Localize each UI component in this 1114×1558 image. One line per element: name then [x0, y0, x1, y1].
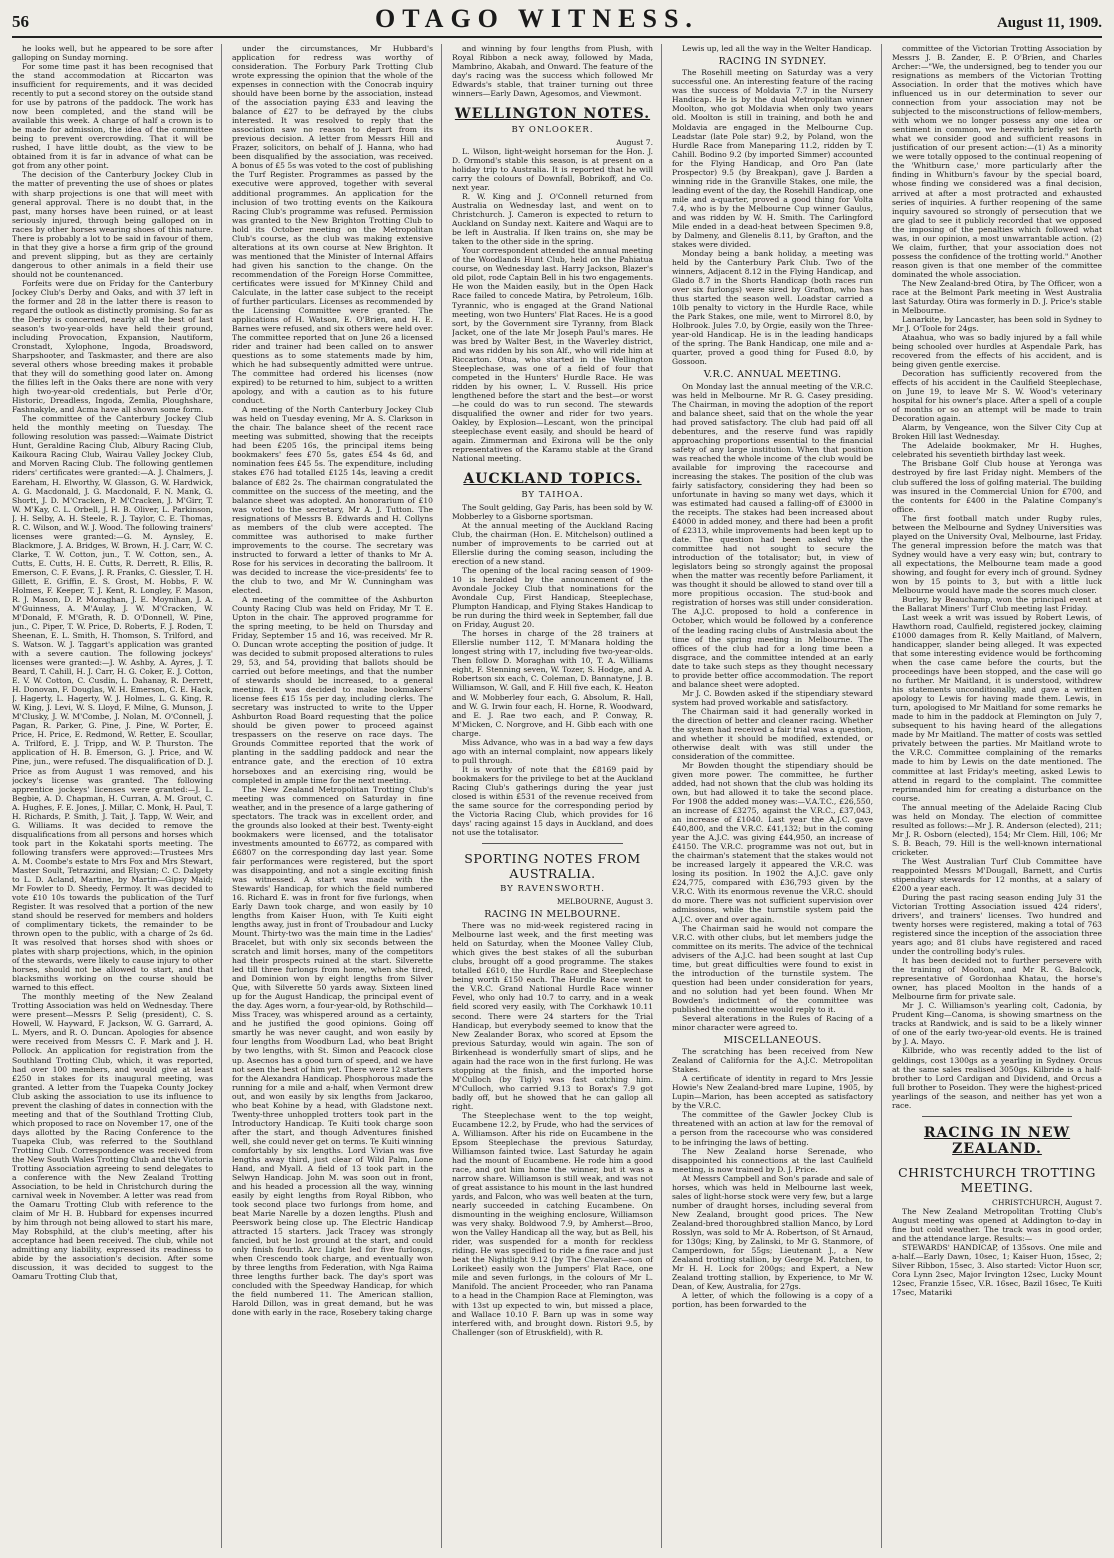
subheading: V.R.C. ANNUAL MEETING. [703, 369, 842, 381]
newspaper-title: OTAGO WITNESS. [375, 4, 699, 33]
dateline: MELBOURNE, August 3. [556, 896, 653, 906]
paragraph: The annual meeting of the Adelaide Racing Club was held on Monday. The election of committee resulted as follows:—Mr J. R. Anderson (elected), 211; Mr J. R. Osborn (elected), 154; Mr Clem. Hill, 106; Mr S. B. Beach, 79. Hill is the well-known international cricketer. [892, 802, 1102, 857]
paragraph: committee of the Victorian Trotting Association by Messrs J. B. Zander, E. P. O'Brien, and Charles Archer:—"We, the undersigned, beg to tender you our resignations as members of the Victorian Trotting Association. In order that the motives which have influenced us in our determination to sever our connection from your association may not be subjected to the misconstructions of fellow-members, with whom we no longer possess any one idea or sentiment in common, we herewith briefly set forth what we consider good and sufficient reasons in justification of our present action:—(1) As a minority we were totally opposed to the continual reopening of the 'Whitburn case,' more particularly after the finding in Whitburn's favour by the special board, whose finding we considered was a final decision, arrived at after a most protracted and exhausted series of inquiries. A further reopening of the same inquiry savoured so strongly of persecution that we are glad to see it publicly recorded that we opposed the imposing of the penalties which followed what was, in our opinion, a most unwarrantable action. (2) We claim, further, that your association does not possess the confidence of the trotting world." Another reason given is that one member of the committee dominated the whole association. [892, 44, 1102, 279]
masthead [12, 4, 1102, 38]
paragraph: A certificate of identity in regard to Mrs Jessie Howie's New Zealand-bred mare Lupine, 1905, by Lupin—Marion, has been accepted as satisfactory by the V.R.C. [672, 1074, 873, 1111]
issue-date: August 11, 1909. [996, 15, 1102, 31]
paragraph: At the annual meeting of the Auckland Racing Club, the chairman (Hon. E. Mitchelson) outlined a number of improvements to be carried out at Ellerslie during the coming season, including the erection of a new stand. [452, 520, 653, 567]
paragraph: and winning by four lengths from Plush, with Royal Ribbon a neck away, followed by Mada, Mambrino, Akabah, and Onward. The feature of the day's racing was the success which followed Mr Edwards's stable, that trainer turning out three winners—Early Dawn, Agesomos, and Viewmont. [452, 44, 653, 99]
paragraph: Kilbride, who was recently added to the list of geldings, cost 1300gs as a yearling in Sydney. Orcus at the same sales realised 3050gs. Kilbride is a half-brother to Lord Cardigan and Dividend, and Orcus a full brother to Poseidon. They were the highest-priced yearlings of the season, and neither has yet won a race. [892, 1046, 1102, 1110]
paragraph: The scratching has been received from New Zealand of California for the A.J.C. Metropolitan Stakes. [672, 1047, 873, 1075]
byline: BY RAVENSWORTH. [500, 883, 605, 894]
paragraph: On Monday last the annual meeting of the V.R.C. was held in Melbourne. Mr R. G. Casey presiding. The Chairman, in moving the adoption of the report and balance sheet, said that on the whole the year had proved satisfactory. The club had paid off all debentures, and the reserve fund was rapidly approaching proportions essential to the financial safety of any large institution. When that position was reached the whole income of the club would be available for improving the racecourse and increasing the stakes. The position of the club was fairly satisfactory, considering they had been so unfortunate in having so many wet days, which it was estimated had caused a falling-off of £3000 in the receipts. The stakes had been increased about £4000 in added money, and there had been a profit of £2313, while improvements had been kept up to date. The question had been asked why the committee had not sought to secure the introduction of the totalisator; but, in view of legislators being so strongly against the proposal when the matter was recently before Parliament, it was thought it should be allowed to stand over till a more propitious occasion. The stud-book and registration of horses was still under consideration. The A.J.C. proposed to hold a conference in October, which would be followed by a conference of the leading racing clubs of Australasia about the time of the spring meeting in Melbourne. The offices of the club had for a long time been a disgrace, and the committee intended at an early date to take such steps as they thought necessary to provide better office accommodation. The report and balance sheet were adopted. [672, 381, 873, 689]
paragraph: L. Wilson, light-weight horseman for the Hon. J. D. Ormond's stable this season, is at present on a holiday trip to Australia. It is reported that he will carry the colours of Downfall, Bobrikoff, and Co. next year. [452, 146, 653, 193]
paragraph: The committee of the Gawler Jockey Club is threatened with an action at law for the removal of a person from the racecourse who was considered to be infringing the laws of betting. [672, 1110, 873, 1147]
paragraph: At Messrs Campbell and Son's parade and sale of horses, which was held in Melbourne last week, sales of light-horse stock were very few, but a large number of draught horses, including several from New Zealand, brought good prices. The New Zealand-bred thoroughbred stallion Manco, by Lord Rosslyn, was sold to Mr A. Robertson, of St Arnaud, for 130gs; King, by Zalinski, to Mr G. Stanmore, of Camperdown, for 55gs; Lieutenant J., a New Zealand trotting stallion, by George M. Patchen, to Mr H. H. Lock for 200gs; and Expert, a New Zealand trotting stallion, by Experience, to Mr W. Dean, of Kew, Australia, for 27gs. [672, 1173, 873, 1292]
article-columns [12, 44, 1102, 1548]
paragraph: The New Zealand Metropolitan Trotting Club's August meeting was opened at Addington to-day in fine but cold weather. The track was in good order, and the attendance large. Results:— [892, 1206, 1102, 1243]
paragraph: The West Australian Turf Club Committee have reappointed Messrs M'Dougall, Barnett, and Curtis stipendiary stewards for 12 months, at a salary of £200 a year each. [892, 856, 1102, 893]
paragraph: The Soult gelding, Gay Paris, has been sold by W. Mobberley to a Gisborne sportsman. [452, 502, 653, 521]
column-4 [672, 44, 882, 1548]
column-1 [12, 44, 222, 1548]
paragraph: The opening of the local racing season of 1909-10 is heralded by the announcement of the Avondale Jockey Club that nominations for the Avondale Cup, First Handicap, Steeplechase, Plumpton Handicap, and Flying Stakes Handicap to be run during the third week in September, fall due on Friday, August 20. [452, 566, 653, 630]
paragraph: There was no mid-week registered racing in Melbourne last week, and the first meeting was held on Saturday, when the Moonee Valley Club, which gives the best stakes of all the suburban clubs, brought off a good programme. The stakes totalled £610, the Hurdle Race and Steeplechase being worth £150 each. The Hurdle Race went to the V.R.C. Grand National Hurdle Race winner Fevel, who only had 10.7 to carry, and in a weak field scored very easily, with The Corkhawk 10.11 second. There were 24 starters for the Trial Handicap, but everybody seemed to know that the New Zealander Borax, who scored at Epsom the previous Saturday, would win again. The son of Birkenhead is wonderfully smart of slips, and he again had the race won in the first furlong. He was stopping at the finish, and the imported horse M'Culloch (by Tigly) was fast catching him. M'Culloch, who carried 9.13 to Borax's 7.9 got badly off, but he showed that he can gallop all right. [452, 921, 653, 1111]
paragraph: Mr J. C. Bowden asked if the stipendiary steward system had proved workable and satisfactory. [672, 688, 873, 707]
paragraph: For some time past it has been recognised that the stand accommodation at Riccarton was insufficient for requirements, and it was decided recently to put a second storey on the outside stand for use by patrons of the paddock. The work has now been completed, and the stand will be available this week. A charge of half a crown is to be made for admission, the idea of the committee being to prevent overcrowding. That it will be rushed, I have little doubt, as the view to be obtained from it is far in advance of what can be got from any other point. [12, 62, 213, 171]
column-5 [892, 44, 1102, 1548]
byline: BY ONLOOKER. [511, 124, 594, 135]
paragraph: Forfeits were due on Friday for the Canterbury Jockey Club's Derby and Oaks, and with 37 left in the former and 28 in the latter there is reason to regard the outlook as distinctly promising. So far as the Derby is concerned, nearly all the best of last season's two-year-olds have held their ground, including Provocation, Expansion, Nautiform, Cronstadt, Xylophone, Ingoda, Broadsword, Sharpshooter, and Taskmaster, and there are also several others whose breeding makes it probable that they will do something good later on. Among the fillies left in the Oaks there are none with very high two-year-old credentials, but Perle d'Or, Historic, Dreadless, Ingoda, Zemlia, Ploughshare, Fashnakyle, and Acma have all shown some form. [12, 278, 213, 415]
paragraph: The Chairman said he would not compare the V.R.C. with other clubs, but let members judge the committee on its merits. The advice of the technical advisers of the A.J.C. had been sought at last Cup time, but great difficulties were found to exist in the introduction of the turnstile system. The question had been under consideration for years, and no solution had yet been found. When Mr Bowden's indictment of the committee was published the committee would reply to it. [672, 923, 873, 1014]
column-3 [452, 44, 662, 1548]
paragraph: Your correspondent attended the annual meeting of the Woodlands Hunt Club, held on the Pahiatua course, on Wednesday last. Harry Jackson, Blazer's old pilot, rode Captain Bell in his two engagements. He won the Maiden easily, but in the Open Hack Race failed to concede Matira, by Petroleum, 16lb. Tyrannic, who is engaged at the Grand National meeting, won two Hunters' Flat Races. He is a good sort, by the Government sire Tyranny, from Black Jacket, one of the late Mr Joseph Paul's mares. He was bred by Walter Best, in the Waverley district, and was ridden by his son Alf., who will ride him at Riccarton. Otua, who started in the Wellington Steeplechase, was one of a field of four that competed in the Hunters' Hurdle Race. He was ridden by his owner, L. V. Russell. His price lengthened before the start and the best—or worst—he could do was to run second. The stewards disqualified the owner and rider for two years. Oakley, by Explosion—Lescant, won the principal steeplechase event easily, and should be heard of again. Zimmerman and Exirona will be the only representatives of the Karamu stable at the Grand National meeting. [452, 246, 653, 464]
paragraph: A meeting of the committee of the Ashburton County Racing Club was held on Friday, Mr T. E. Upton in the chair. The approved programme for the spring meeting, to be held on Thursday and Friday, September 15 and 16, was received. Mr R. O. Duncan wrote accepting the position of judge. It was decided to submit proposed alterations to rules 29, 53, and 54, providing that ballots should be carried out before meetings, and that the number of stewards should be increased, to a general meeting. It was decided to make bookmakers' license fees £15 15s per day, including clerks. The secretary was instructed to write to the Upper Ashburton Road Board requesting that the police should be given power to proceed against trespassers on the reserve on race days. The Grounds Committee reported that the work of planting in the saddling paddock and near the entrance gate, and the erection of 10 extra horseboxes and an exercising ring, would be completed in ample time for the next meeting. [232, 594, 433, 785]
divider [482, 843, 623, 844]
subheading: RACING IN MELBOURNE. [484, 908, 621, 920]
paragraph: A letter, of which the following is a copy of a portion, has been forwarded to the [672, 1291, 873, 1310]
paragraph: R. W. King and J. O'Connell returned from Australia on Wednesday last, and went on to Christchurch. J. Cameron is expected to return to Auckland on Sunday next. Kaitere and Waqui are to be left in Australia. If Iken trains on, she may be taken to the other side in the spring. [452, 192, 653, 247]
subheading: MISCELLANEOUS. [723, 1034, 822, 1046]
paragraph: A meeting of the North Canterbury Jockey Club was held on Tuesday evening, Mr A. S. Clarkson in the chair. The balance sheet of the recent race meeting was submitted, showing that the receipts had been £205 16s, the principal items being bookmakers' fees £70 5s, gates £54 4s 6d, and nomination fees £45 5s. The expenditure, including stakes £76 had totalled £125 14s, leaving a credit balance of £82 2s. The chairman congratulated the committee on the success of the meeting, and the balance sheet was adopted. An honorarium of £10 was voted to the secretary, Mr A. J. Tutton. The resignations of Messrs B. Edwards and H. Collyns as members of the club were accepted. The committee was authorised to make further improvements to the course. The secretary was instructed to forward a letter of thanks to Mr A. Rose for his services in decorating the ballroom. It was decided to increase the vice-presidents' fee to the club to two, and Mr W. Cunningham was elected. [232, 405, 433, 595]
paragraph: Lewis up, led all the way in the Welter Handicap. [682, 44, 872, 53]
paragraph: Burley, by Beauchamp, won the principal event at the Ballarat Miners' Turf Club meeting last Friday. [892, 594, 1102, 613]
paragraph: Lanarkite, by Lancaster, has been sold in Sydney to Mr J. O'Toole for 24gs. [892, 314, 1102, 333]
paragraph: The first football match under Rugby rules, between the Melbourne and Sydney Universities was played on the University Oval, Melbourne, last Friday. The general impression before the match was that Sydney would have a very easy win; but, contrary to all expectations, the Melbourne team made a good showing, and fought for every inch of ground. Sydney won by 15 points to 3, but with a little luck Melbourne would have made the scores much closer. [892, 513, 1102, 595]
paragraph: It has been decided not to further persevere with the training of Moolton, and Mr R. G. Balcock, representative of Gordonhaa Khatau, the horse's owner, has placed Moolton in the hands of a Melbourne firm for private sale. [892, 956, 1102, 1002]
paragraph: It is worthy of note that the £8169 paid by bookmakers for the privilege to bet at the Auckland Racing Club's gatherings during the year just closed is within £531 of the revenue received from the same source for the corresponding period by the Victoria Racing Club, which provides for 16 days' racing against 15 days in Auckland, and does not use the totalisator. [452, 764, 653, 837]
section-heading-sporting-notes: SPORTING NOTES FROM AUSTRALIA. [464, 851, 641, 881]
section-heading-trotting: CHRISTCHURCH TROTTING MEETING. [898, 1165, 1096, 1195]
paragraph: The Chairman said it had generally worked in the direction of better and cleaner racing. Whether the system had received a fair trial was a question, and whether it should be modified, extended, or otherwise dealt with was still under the consideration of the committee. [672, 706, 873, 761]
paragraph: The Rosehill meeting on Saturday was a very successful one. An interesting feature of the racing was the success of Moldavia 7.7 in the Nursery Handicap. He is by the dual Metropolitan winner Moolton, who got Moldavia when only two years old. Moolton is still in training, and both he and Moldavia are engaged in the Melbourne Cup. Leadstar (late Pole star) 9.2, by Poland, won the Hurdle Race from Maneparing 11.2, ridden by T. Cahill. Bodino 9.2 (by imported Simmer) accounted for the Flying Handicap, and Oro Pan (late Prospector) 9.5 (by Breakpan), gave J. Barden a winning ride in the Granville Stakes, one mile, the leading event of the day, the Rosehill Handicap, one mile and a-quarter, proved a good thing for Volta 7.4, who is by the Melbourne Cup winner Gaulus, and was ridden by W. H. Smith. The Carlingford Mile ended in a dead-heat between Specimen 9.8, by Dalmeny, and Glenelis 8.11, by Grafton, and the stakes were divided. [672, 68, 873, 249]
paragraph: The New Zealand Metropolitan Trotting Club's meeting was commenced on Saturday in fine weather, and in the presence of a large gathering of spectators. The track was in excellent order, and the grounds also looked at their best. Twenty-eight bookmakers were licensed, and the totalisator investments amounted to £6772, as compared with £6807 on the corresponding day last year. Some fair performances were registered, but the sport was disappointing, and not a single exciting finish was witnessed. A start was made with the Stewards' Handicap, for which the field numbered 16. Richard E. was in front for five furlongs, when Early Dawn took charge, and won easily by 10 lengths from Kaiser Huon, with Te Kuiti eight lengths away, just in front of Troubadour and Lucky Mount. Thirty-two was the main time in the Ladies' Bracelet, but with only six seconds between the scratch and limit horses, many of the competitors had their prospects ruined at the start. Silverette led till three furlongs from home, when she tired, and Dominion won by eight lengths from Silver Que, with Silverette 50 yards away. Sixteen lined up for the August Handicap, the principal event of the day. Ages worn, a four-year-old, by Rothschild—Miss Tracey, was whispered around as a certainty, and he justified the good opinions. Going off smartly he was never caught, and won easily by four lengths from Woodburn Lad, who beat Bright by two lengths, with St. Simon and Peacock close up. Asecnos has a good turn of speed, and we have not seen the best of him yet. There were 12 starters for the Alexandra Handicap. Phosphorous made the running for a mile and a-half, when Vermont drew out, and won easily by six lengths from Jackaroo, who beat Kohine by a head, with Gladstone next. Twenty-three unhoppled trotters took part in the Introductory Handicap. Te Kuiti took charge soon after the start, and though Adventures finished well, she could never get on terms. Te Kuiti winning comfortably by six lengths. Lord Vivian was five lengths away third, just clear of Wild Palm, Lone Hand, and Myall. A field of 13 took part in the Selwyn Handicap. John M. was soon out in front, and his headed a procession all the way, winning easily by eight lengths from Royal Ribbon, who took second place two furlongs from home, and beat Marie Narelle by a dozen lengths. Plush and Peerswork being close up. The Electric Handicap attracted 15 starters. Jack Tracey was strongly fancied, but he lost ground at the start, and could only finish fourth. Arc Light led for five furlongs, when Crescendo took charge, and eventually won by three lengths from Federation, with Nga Raima three lengths further back. The day's sport was concluded with the Speedway Handicap, for which the field numbered 11. The American stallion, Harold Dillon, was in great demand, but he was done with early in the race, Rosebery taking charge [232, 784, 433, 1318]
paragraph: During the past racing season ending July 31 the Victorian Trotting Association issued 424 riders', drivers', and trainers' licenses. Two hundred and twenty horses were registered, making a total of 763 registered since the inception of the association three years ago; and 81 clubs have registered and raced under the controlling body's rules. [892, 892, 1102, 957]
paragraph: The Brisbane Golf Club house at Yeronga was destroyed by fire last Friday night. Members of the club suffered the loss of golfing material. The building was insured in the Commercial Union for £700, and the contents for £400 in the Palatine Company's office. [892, 459, 1102, 514]
paragraph: The Adelaide bookmaker, Mr H. Hughes, celebrated his seventieth birthday last week. [892, 441, 1102, 460]
paragraph: The horses in charge of the 28 trainers at Ellerslie number 112, T. M'Manara holding the longest string with 17, including five two-year-olds. Then follow D. Moraghan with 10, T. A. Williams eight, F. Stenning seven, W. Tozer, S. Hodge, and A. Robertson six each, C. Coleman, D. Bannatyne, J. B. Williamson, W. Gall, and F. Hill five each, K. Heaton and W. Mobberley four each, G. Absolum, R. Hall, and W. G. Irwin four each, H. Horne, R. Woodward, and E. J. Rae two each, and P. Conway, R. M'Micken, C. Norgrove, and H. Gibb each with one charge. [452, 629, 653, 738]
divider [922, 1116, 1072, 1117]
section-heading-wellington: WELLINGTON NOTES. [454, 106, 651, 123]
paragraph: Mr J. C. Williamson's yearling colt, Cadonia, by Prudent King—Canoma, is showing smartness on the tracks at Randwick, and is said to be a likely winner of one of the early two-year-old events. He is trained by J. A. Mayo. [892, 1001, 1102, 1047]
paragraph: The monthly meeting of the New Zealand Trotting Association was held on Wednesday. There were present—Messrs P. Selig (president), C. S. Howell, W. Hayward, F. Jackson, W. G. Garrard, A. L. Myers, and R. O. Duncan. Apologies for absence were received from Messrs C. F. Mark and J. H. Pollock. An application for registration from the Southland Trotting Club, which, it was reported, had over 100 members, and would give at least £250 in stakes for its inaugural meeting, was granted. A letter from the Tuapeka County Jockey Club asking the association to use its influence to prevent the clashing of dates in connection with the meeting and that of the Southland Trotting Club, which proposed to race on November 17, one of the days allotted by the Racing Conference to the Tuapeka Club, was referred to the Southland Trotting Club. Correspondence was received from the New South Wales Trotting Club and the Victoria Trotting Association agreeing to send delegates to a conference with the New Zealand Trotting Association, to be held in Christchurch during the carnival week in November. A letter was read from the Oamaru Trotting Club with reference to the claim of Mr H. B. Hubbard for expenses incurred by him through not being allowed to start his mare, May Robsphild, at the club's meeting, after his acceptance had been received. The club, while not admitting any liability, expressed its readiness to abide by the association's decision. After some discussion, it was decided to suggest to the Oamaru Trotting Club that, [12, 992, 213, 1282]
byline: BY TAIHOA. [521, 489, 584, 500]
paragraph: Alarm, by Vengeance, won the Silver City Cup at Broken Hill last Wednesday. [892, 423, 1102, 442]
dateline: CHRISTCHURCH, August 7. [992, 1197, 1102, 1207]
paragraph: Several alterations in the Rules of Racing of a minor character were agreed to. [672, 1013, 873, 1032]
page-number: 56 [12, 12, 29, 31]
paragraph: Decoration has sufficiently recovered from the effects of his accident in the Caulfield Steeplechase, on June 19, to leave Mr S. W. Wood's veterinary hospital for his owner's place. After a spell of a couple of months or so an attempt will be made to train Decoration again. [892, 369, 1102, 424]
paragraph: Mr Bowden thought the stipendiary should be given more power. The committee, he further added, had not shown that the club was holding its own, but had allowed it to take the second place. For 1908 the added money was:—V.A.T.C., £26,550, an increase of £3275, against the V.R.C., £37,043, an increase of £1040. Last year the A.J.C. gave £40,800, and the V.R.C. £41,132; but in the coming year the A.J.C. was giving £44,950, an increase of £4150. The V.R.C. programme was not out, but in the chairman's statement that the stakes would not be increased largely it appeared the V.R.C. was losing its position. In 1902 the A.J.C. gave only £24,775, compared with £36,793 given by the V.R.C. With its enormous revenue the V.R.C. should do more. There was not sufficient supervision over admissions, while the turnstile system paid the A.J.C. over and over again. [672, 760, 873, 924]
paragraph: Monday being a bank holiday, a meeting was held by the Canterbury Park Club. Two of the winners, Adjacent 8.12 in the Flying Handicap, and Glado 8.7 in the Shorts Handicap (both races run over six furlongs) were sired by Grafton, who has thus started the season well. Loadstar carried a 10lb penalty to victory in the Hurdle Race, while the Park Stakes, one mile, went to Mirrorel 8.0, by Holbrook. Jules 7.0, by Orgie, easily won the Three-year-old Handicap. He is in the leading handicaps of the spring. The Bank Handicap, one mile and a-quarter, proved a good thing for Fused 8.0, by Gossoon. [672, 248, 873, 367]
column-2 [232, 44, 442, 1548]
paragraph: Ataahua, who was so badly injured by a fall while being schooled over hurdles at Aspendale Park, has recovered from the effects of his accident, and is being given gentle exercise. [892, 333, 1102, 370]
dateline: August 7. [616, 137, 653, 147]
paragraph: he looks well, but he appeared to be sore after galloping on Sunday morning. [12, 44, 213, 63]
paragraph: The Steeplechase went to the top weight, Eucambene 12.2, by Frude, who had the services of A. Williamson. After his ride on Eucambene in the Epsom Steeplechase the previous Saturday, Williamson fainted twice. Last Saturday he again had the mount of Eucambene. He rode him a good race, and got him home the winner, but it was a narrow share. Williamson is still weak, and was not of great assistance to his mount in the last hundred yards, and Falcon, who was well beaten at the turn, nearly succeeded in catching Eucambene. On dismounting in the weighing enclosure, Williamson was very shaky. Boldwood 7.9, by Amherst—Broo, won the Valley Handicap all the way, but as Bell, his rider, was suspended for a month for reckless riding. He was specified to ride a fine race and just beat the Nightlight 9.12 (by The Chevalier—son of Lorikeet) easily won the Jumpers' Flat Race, one mile and seven furlongs, in the colours of Mr L. Manifold. The ancient Proceeder, who ran Panama to a head in the Champion Race at Flemington, was with 13st up expected to win, but missed a place, and Wallace 10.10 F. Barn up was in some way interfered with, and brought down. Ristori 9.5, by Challenger (son of Etruskfield), with R. [452, 1110, 653, 1337]
paragraph: The committee of the Canterbury Jockey Club held the monthly meeting on Tuesday. The following resolution was passed:—Waimate District Hunt, Geraldine Racing Club, Albury Racing Club, Kaikoura Racing Club, Wairau Valley Jockey Club, and Morven Racing Club. The following gentlemen riders' certificates were granted:—A. J. Chalmers, J. Eareham, H. Elworthy, W. Glasson, G. W. Hardwick, A. G. Macdonald, J. G. Macdonald, F. N. Mank, G. Shortt, J. D. M'Cracken, P. M'Cracken, J. M'Girr, T. W. M'Kay, C. L. Orbell, J. H. B. Oliver, L. Parkinson, J. H. Selby, A. H. Steele, R. J. Taylor, C. E. Thomas, R. C. Wilson, and W. J. Wood. The following trainers' licenses were granted:—G. M. Aynsley, E. Blackmore, J. A. Bridges, W. Brown, H. J. Carr, W. C. Clarke, T. W. Cotton, jun., T. W. Cotton, sen., A. Cutts, E. Cutts, H. E. Cutts, R. Derrett, R. Ellis, R. Emerson, C. F. Evans, J. R. Franks, C. Giessler, T. H. Gillett, E. Griffin, E. S. Grost, M. Hobbs, F. W. Holmes, F. Keeper, T. J. Kent, R. Longley, F. Mason, R. J. Mason, D. P. Moraghan, J. E. Moynihan, J. A. M'Guinness, A. M'Aulay, J. W. M'Cracken, W. M'Donald, F. M'Grath, R. D. O'Donnell, W. Pine, jun., C. Piper, T. W. Price, D. Roberts, F. J. Roden, T. Sheenan, E. L. Smith, H. Thomson, S. Trilford, and S. Watson. W. J. Taggart's application was granted with a severe caution. The following jockeys' licenses were granted:—J. W. Ashby, A. Ayres, J. T. Beard, T. Cahill, H. J. Carr, H. G. Coker, E. J. Cotton, E. V. W. Cotton, C. Cusdin, L. Dahanay, R. Derrett, H. Donovan, F. Douglas, W. H. Emerson, C. E. Hack, J. Hagerty, L. Hagerty, W. J. Holmes, L. G. King, R. W. King, J. Levi, W. S. Lloyd, F. Milne, G. Munson, J. M'Clusky, J. W. M'Combe, J. Nolan, M. O'Connell, J. Pagan, R. Parker, G. Pine, J. Pine, W. Porter, E. Price, H. Price, E. Redmond, W. Retter, E. Scoullar, A. Trilford, E. J. Tripp, and W. P. Thurston. The application of H. B. Emerson, G. J. Price, and W. Pine, jun., were refused. The disqualification of D. J. Price as from August 1 was removed, and his jockey's license was granted. The following apprentice jockeys' licenses were granted:—J. L. Begbie, A. D. Chapman, H. Curran, A. M. Grout, C. A. Hughes, F. E. Jones, J. Millar, C. Monk, H. Paul, T. H. Richards, P. Smith, J. Tait, J. Tapp, W. Weir, and G. Williams. It was decided to remove the disqualifications from all persons and horses which took part in the Kokatahi sports meeting. The following transfers were approved:—Trustees Mrs A. M. Coombe's estate to Mrs Fox and Mrs Stewart, Master Soult, Tetrazzini, and Elysian; C. C. Dalgety to L. D. Acland, Martine, by Martin—Gipsy Maid; Mr Fowler to D. Sheedy, Fermoy. It was decided to vote £10 10s towards the publication of the Turf Register. It was resolved that a portion of the new stand should be reserved for members and holders of complimentary tickets, the remainder to be thrown open to the public, with a charge of 2s 6d. It was resolved that horses shod with shoes or plates with sharp projections, which, in the opinion of the stewards, were likely to cause injury to other horses, should not be allowed to start, and that blacksmiths working on the course should be warned to this effect. [12, 414, 213, 993]
paragraph: The New Zealand-bred Otira, by The Officer, won a race at the Belmont Park meeting in West Australia last Saturday. Otira was formerly in D. J. Price's stable in Melbourne. [892, 278, 1102, 315]
paragraph: The decision of the Canterbury Jockey Club in the matter of preventing the use of shoes or plates with sharp projections is one that will meet with general approval. There is no doubt that, in the past, many horses have been ruined, or at least seriously injured, through being galloped on in races by other horses wearing shoes of this nature. There is probably a lot to be said in favour of them, in that they give a horse a firm grip of the ground and prevent slipping, but as they are certainly dangerous to other animals in a field their use should not be countenanced. [12, 170, 213, 279]
paragraph: Last week a writ was issued by Robert Lewis, of Hawthorn road, Caulfield, registered jockey, claiming £1000 damages from R. Kelly Maitland, of Malvern, handicapper, slander being alleged. It was expected that some interesting evidence would be forthcoming when the case came before the courts, but the proceedings have been stopped, and the case will go no further. Mr Maitland, it is understood, withdrew his statements unconditionally, and gave a written apology to Lewis for having made them. Lewis, in turn, apologised to Mr Maitland for some remarks he made to him in the paddock at Flemington on July 7, subsequent to his having heard of the allegations made by Mr Maitland. The matter of costs was settled privately between the parties. Mr Maitland wrote to the V.R.C. Committee complaining of the remarks made to him by Lewis on the date mentioned. The committee at last Friday's meeting, asked Lewis to attend in regard to the complaint. The committee reprimanded him for creating a disturbance on the course. [892, 612, 1102, 803]
paragraph: STEWARDS' HANDICAP, of 135sovs. One mile and a-half.—Early Dawn, 10sec, 1; Kaiser Huon, 15sec, 2; Silver Ribbon, 15sec, 3. Also started: Victor Huon scr, Cora Lynn 2sec, Major Irvington 12sec, Lucky Mount 12sec, Franzie 15sec, V.R. 16sec, Bazil 16sec, Te Kuiti 17sec, Matariki [892, 1242, 1102, 1298]
paragraph: Miss Advance, who was in a bad way a few days ago with an internal complaint, now appears likely to pull through. [452, 737, 653, 765]
subheading: RACING IN SYDNEY. [718, 56, 827, 68]
paragraph: The New Zealand horse Serenade, who disappointed his connections at the last Caulfield meeting, is now trained by D. J. Price. [672, 1146, 873, 1174]
section-heading-auckland: AUCKLAND TOPICS. [463, 471, 642, 488]
section-heading-racing-nz: RACING IN NEW ZEALAND. [923, 1124, 1071, 1158]
paragraph: under the circumstances, Mr Hubbard's application for redress was worthy of consideration. The Forbury Park Trotting Club wrote expressing the opinion that the whole of the expenses in connection with the Conocrab inquiry should have been borne by the association, instead of the association paying £33 and leaving the balance of £27 to be defrayed by the clubs interested. It was resolved to reply that the association saw no reason to depart from its previous decision. A letter from Messrs Hill and Frazer, solicitors, on behalf of J. Hanna, who had been disqualified by the association, was received. A bonus of £5 5s was voted to the cost of publishing the Turf Register. Programmes as passed by the executive were approved, together with several additional programmes. An application for the inclusion of two trotting events on the Kaikoura Racing Club's programme was refused. Permission was granted to the New Brighton Trotting Club to hold its October meeting on the Metropolitan Club's course, as the club was making extensive alterations at its own course at New Brighton. It was mentioned that the Minister of Internal Affairs had given his sanction to the change. On the recommendation of the Foreign Horse Committee, certificates were issued for M'Kinney Child and Calculate, in the latter case subject to the receipt of further particulars. Licenses as recommended by the Licensing Committee were granted. The applications of H. Watson, E. O'Brien, and H. E. Barnes were refused, and six others were held over. The committee reported that on June 26 a licensed rider and trainer had been called on to answer questions as to some statements made by him, which he had subsequently admitted were untrue. The committee had ordered his licenses (now expired) to be returned to him, subject to a written apology, and with a caution as to his future conduct. [232, 44, 433, 406]
